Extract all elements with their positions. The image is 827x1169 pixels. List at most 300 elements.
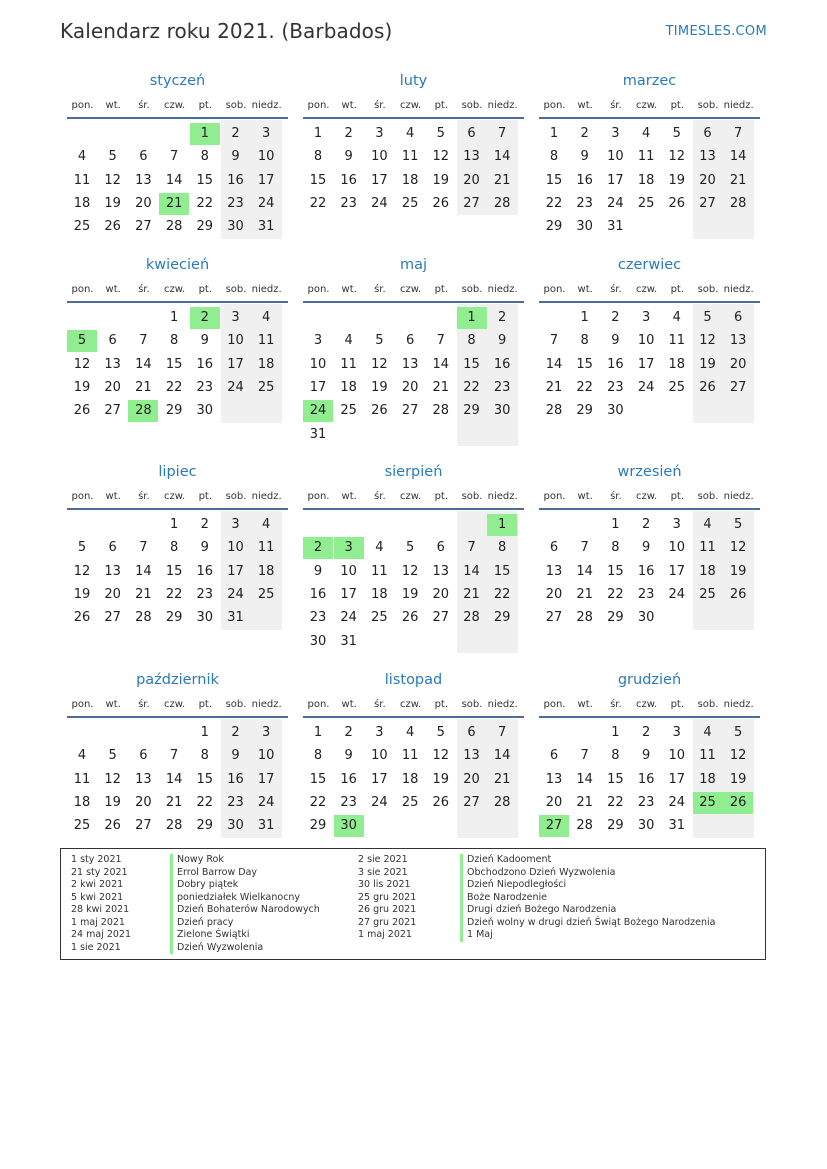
day-cell: 25 [257,586,275,602]
weekday-label: wt. [341,491,357,502]
day-cell: 5 [436,725,445,740]
day-cell: 8 [313,748,323,764]
weekday-label: pt. [198,284,213,295]
holiday-name: Obchodzono Dzień Wyzwolenia [460,867,716,880]
day-cell: 17 [607,172,624,188]
holiday-date: 28 kwi 2021 [71,904,130,915]
day-cell: 20 [432,586,450,602]
day-cell: 12 [699,333,716,349]
day-cell: 3 [641,310,651,325]
weekday-label: czw. [636,699,658,710]
day-cell: 12 [104,172,121,188]
day-cell: 30 [227,219,244,235]
day-cell: 11 [699,540,716,556]
holiday-date: 1 sty 2021 [71,854,122,865]
day-cell: 12 [104,771,121,787]
weekday-label: pt. [198,699,213,710]
day-cell: 12 [73,563,91,579]
day-cell: 27 [135,219,152,235]
day-cell: 16 [576,172,593,188]
day-cell: 12 [729,540,747,556]
holiday-date: 2 kwi 2021 [71,879,124,890]
day-cell: 15 [196,172,214,188]
day-cell: 1 [169,310,179,325]
day-cell: 6 [467,126,476,141]
weekday-label: wt. [577,699,593,710]
day-cell: 13 [545,563,563,579]
day-cell: 25 [73,818,91,834]
weekday-label: niedz. [251,284,282,295]
day-cell: 2 [580,126,589,141]
day-cell: 28 [165,219,183,235]
day-cell: 8 [169,540,179,556]
day-cell: 23 [637,794,655,810]
day-cell: 25 [340,403,357,419]
month-name: listopad [384,672,443,688]
day-cell: 21 [432,379,450,395]
weekday-label: sob. [225,284,247,295]
day-cell: 26 [371,403,388,419]
day-cell: 19 [104,794,121,810]
day-cell: 31 [607,219,624,235]
weekday-label: niedz. [723,100,754,111]
day-cell: 19 [371,379,388,395]
month-name: styczeń [149,73,206,89]
day-cell: 21 [729,172,747,188]
day-cell: 21 [576,794,593,810]
day-cell: 22 [165,379,183,395]
day-cell: 6 [467,725,476,740]
day-cell: 6 [108,333,117,349]
day-cell: 22 [309,195,327,211]
month-name: wrzesień [617,464,682,480]
day-cell: 20 [729,356,747,372]
day-cell: 7 [549,333,559,349]
weekday-label: pon. [71,100,94,111]
month-divider [303,716,524,718]
weekday-label: sob. [697,491,719,502]
weekday-label: czw. [400,491,422,502]
day-cell: 13 [135,172,152,188]
day-cell: 10 [257,149,275,165]
day-cell: 25 [257,379,275,395]
day-cell: 21 [576,586,593,602]
month-name: czerwiec [617,257,682,273]
day-cell: 1 [549,126,559,141]
day-cell: 20 [545,586,563,602]
day-cell: 9 [641,540,651,556]
day-cell: 4 [262,517,271,532]
day-cell: 29 [545,219,563,235]
holidays-list [60,848,766,960]
day-cell: 23 [637,586,655,602]
site-link[interactable]: TIMESLES.COM [665,24,767,39]
weekday-label: czw. [164,699,186,710]
day-cell: 18 [371,586,388,602]
day-cell: 1 [313,725,323,740]
day-cell: 22 [607,794,624,810]
day-cell: 11 [371,563,388,579]
day-cell: 15 [309,172,327,188]
day-cell: 10 [227,540,244,556]
day-cell: 2 [231,126,240,141]
day-cell: 11 [257,333,275,349]
month-divider [303,117,524,119]
weekday-label: pt. [434,284,449,295]
day-cell: 13 [432,563,450,579]
day-cell: 21 [165,794,183,810]
weekday-label: niedz. [487,699,518,710]
day-cell: 24 [668,794,686,810]
day-cell: 29 [196,818,214,834]
holiday-day-cell: 2 [190,307,220,329]
day-cell: 12 [729,748,747,764]
day-cell: 3 [672,725,681,740]
day-cell: 31 [309,426,327,442]
day-cell: 4 [405,126,415,141]
holiday-date: 27 gru 2021 [358,916,417,928]
day-cell: 15 [165,356,183,372]
day-cell: 5 [375,333,384,349]
day-cell: 2 [344,725,353,740]
day-cell: 1 [313,126,323,141]
day-cell: 14 [576,563,593,579]
day-cell: 27 [401,403,419,419]
holiday-date: 26 gru 2021 [358,904,417,915]
day-cell: 4 [375,540,384,556]
day-cell: 29 [607,818,624,834]
day-cell: 14 [165,771,183,787]
day-cell: 20 [104,586,121,602]
weekday-label: sob. [461,284,483,295]
day-cell: 9 [498,333,507,349]
day-cell: 1 [580,310,589,325]
holiday-name: Boże Narodzenie [460,892,716,905]
day-cell: 16 [607,356,624,372]
day-cell: 18 [637,172,655,188]
day-cell: 16 [340,771,357,787]
day-cell: 31 [257,219,275,235]
day-cell: 19 [73,379,91,395]
day-cell: 5 [734,725,743,740]
day-cell: 5 [734,517,743,532]
day-cell: 18 [257,356,275,372]
day-cell: 14 [493,748,511,764]
day-cell: 23 [340,794,357,810]
weekday-label: śr. [374,100,386,111]
day-cell: 5 [405,540,415,556]
day-cell: 28 [432,403,450,419]
day-cell: 10 [668,540,686,556]
day-cell: 24 [340,610,357,626]
day-cell: 28 [463,610,480,626]
weekday-label: niedz. [723,699,754,710]
day-cell: 17 [257,172,275,188]
day-cell: 7 [467,540,476,556]
day-cell: 14 [135,563,152,579]
day-cell: 12 [432,149,450,165]
weekday-label: pon. [307,284,330,295]
weekday-label: śr. [138,491,150,502]
day-cell: 8 [611,748,620,764]
day-cell: 30 [196,610,214,626]
day-cell: 3 [231,517,240,532]
day-cell: 14 [729,149,747,165]
day-cell: 24 [257,794,275,810]
holiday-date: 21 sty 2021 [71,866,128,878]
day-cell: 12 [668,149,686,165]
holiday-name: Nowy Rok [170,854,320,867]
day-cell: 14 [135,356,152,372]
day-cell: 19 [729,771,747,787]
day-cell: 17 [668,771,686,787]
day-cell: 3 [375,126,384,141]
day-cell: 27 [432,610,450,626]
month-divider [67,301,288,303]
day-cell: 22 [165,586,183,602]
month-name: październik [136,672,219,688]
day-cell: 7 [169,748,179,764]
day-cell: 23 [576,195,593,211]
day-cell: 25 [401,794,419,810]
day-cell: 24 [257,195,275,211]
day-cell: 16 [196,356,214,372]
holiday-name: Dzień Bohaterów Narodowych [170,904,320,917]
month-divider [67,716,288,718]
weekday-label: wt. [105,699,121,710]
weekday-label: wt. [105,284,121,295]
weekday-label: czw. [164,100,186,111]
holiday-name: Dzień pracy [170,917,320,930]
day-cell: 18 [699,563,716,579]
day-cell: 23 [196,379,214,395]
day-cell: 23 [227,195,244,211]
day-cell: 10 [340,563,357,579]
day-cell: 27 [463,195,480,211]
day-cell: 20 [401,379,419,395]
day-cell: 12 [432,748,450,764]
day-cell: 6 [549,540,559,556]
day-cell: 11 [401,149,419,165]
weekday-label: śr. [610,284,622,295]
weekday-label: sob. [697,699,719,710]
day-cell: 24 [668,586,686,602]
day-cell: 20 [104,379,121,395]
day-cell: 19 [699,356,716,372]
day-cell: 2 [641,517,651,532]
day-cell: 20 [463,172,480,188]
day-cell: 18 [340,379,357,395]
day-cell: 13 [463,149,480,165]
day-cell: 26 [432,794,450,810]
month-name: luty [399,73,428,89]
weekday-label: czw. [636,491,658,502]
weekday-label: pon. [543,284,566,295]
day-cell: 10 [607,149,624,165]
weekday-label: pon. [307,491,330,502]
day-cell: 31 [227,610,244,626]
day-cell: 23 [227,794,244,810]
day-cell: 14 [432,356,450,372]
day-cell: 22 [545,195,563,211]
month-divider [67,508,288,510]
day-cell: 6 [139,748,148,764]
day-cell: 20 [135,195,152,211]
day-cell: 9 [313,563,323,579]
day-cell: 23 [607,379,624,395]
day-cell: 27 [135,818,152,834]
day-cell: 9 [200,333,209,349]
day-cell: 15 [196,771,214,787]
weekday-label: śr. [610,491,622,502]
weekday-label: pon. [71,699,94,710]
day-cell: 16 [227,771,244,787]
weekday-label: śr. [374,491,386,502]
day-cell: 9 [580,149,589,165]
day-cell: 26 [432,195,450,211]
day-cell: 27 [729,379,747,395]
holiday-name: Errol Barrow Day [170,867,320,880]
month-divider [539,508,760,510]
day-cell: 17 [257,771,275,787]
day-cell: 24 [371,195,388,211]
holiday-name: Dzień Wyzwolenia [170,942,320,955]
day-cell: 16 [340,172,357,188]
day-cell: 28 [493,195,511,211]
day-cell: 24 [607,195,624,211]
holiday-day-cell: 26 [723,792,753,814]
day-cell: 1 [611,725,620,740]
day-cell: 30 [637,818,655,834]
weekday-label: śr. [610,100,622,111]
weekday-label: pt. [670,491,685,502]
weekday-label: wt. [577,284,593,295]
holiday-date: 25 gru 2021 [358,891,417,903]
day-cell: 26 [104,219,121,235]
day-cell: 2 [231,725,240,740]
day-cell: 7 [498,725,507,740]
day-cell: 11 [668,333,686,349]
day-cell: 26 [699,379,716,395]
month-name: maj [399,257,428,273]
day-cell: 31 [257,818,275,834]
day-cell: 2 [200,517,209,532]
day-cell: 23 [196,586,214,602]
day-cell: 3 [262,126,271,141]
day-cell: 29 [165,403,183,419]
day-cell: 26 [73,403,91,419]
month-name: kwiecień [145,257,210,273]
day-cell: 20 [545,794,563,810]
weekday-label: wt. [341,699,357,710]
holiday-names-col-2 [460,854,716,942]
day-cell: 25 [668,379,686,395]
holiday-day-cell: 28 [128,400,158,422]
day-cell: 25 [371,610,388,626]
day-cell: 28 [135,610,152,626]
weekday-label: czw. [636,284,658,295]
holiday-day-cell: 2 [303,537,333,559]
weekday-label: pon. [543,699,566,710]
day-cell: 20 [463,771,480,787]
holiday-names-col-1 [170,854,320,954]
day-cell: 9 [231,748,240,764]
day-cell: 15 [576,356,593,372]
holiday-date: 3 sie 2021 [358,866,408,878]
day-cell: 16 [227,172,244,188]
day-cell: 8 [611,540,620,556]
weekday-label: pon. [543,491,566,502]
day-cell: 11 [73,172,91,188]
day-cell: 14 [576,771,593,787]
day-cell: 10 [257,748,275,764]
weekday-label: niedz. [487,284,518,295]
day-cell: 4 [405,725,415,740]
day-cell: 28 [165,818,183,834]
day-cell: 9 [344,149,353,165]
month-divider [539,117,760,119]
day-cell: 4 [641,126,651,141]
day-cell: 19 [729,563,747,579]
day-cell: 16 [309,586,327,602]
day-cell: 5 [703,310,712,325]
day-cell: 26 [668,195,686,211]
day-cell: 21 [493,771,511,787]
holiday-day-cell: 30 [334,815,364,837]
day-cell: 14 [545,356,563,372]
day-cell: 17 [227,356,244,372]
day-cell: 5 [77,540,87,556]
day-cell: 8 [549,149,559,165]
day-cell: 18 [699,771,716,787]
weekday-label: pon. [71,284,94,295]
day-cell: 10 [371,149,388,165]
day-cell: 4 [77,149,87,165]
day-cell: 12 [371,356,388,372]
day-cell: 7 [580,748,589,764]
day-cell: 19 [432,771,450,787]
weekday-label: czw. [636,100,658,111]
day-cell: 10 [637,333,655,349]
day-cell: 3 [672,517,681,532]
day-cell: 14 [165,172,183,188]
day-cell: 18 [401,771,419,787]
day-cell: 16 [637,771,655,787]
weekday-label: wt. [577,100,593,111]
day-cell: 15 [309,771,327,787]
day-cell: 21 [135,586,152,602]
day-cell: 7 [436,333,445,349]
day-cell: 14 [493,149,511,165]
weekday-label: wt. [105,100,121,111]
day-cell: 11 [699,748,716,764]
weekday-label: śr. [374,699,386,710]
day-cell: 29 [463,403,480,419]
day-cell: 13 [729,333,747,349]
day-cell: 3 [231,310,240,325]
weekday-label: niedz. [251,100,282,111]
day-cell: 5 [436,126,445,141]
day-cell: 19 [668,172,686,188]
weekday-label: śr. [138,100,150,111]
day-cell: 1 [200,725,209,740]
weekday-label: czw. [400,100,422,111]
day-cell: 22 [196,794,214,810]
holiday-name: Zielone Świątki [170,929,320,942]
day-cell: 9 [200,540,209,556]
day-cell: 27 [104,610,121,626]
day-cell: 12 [73,356,91,372]
